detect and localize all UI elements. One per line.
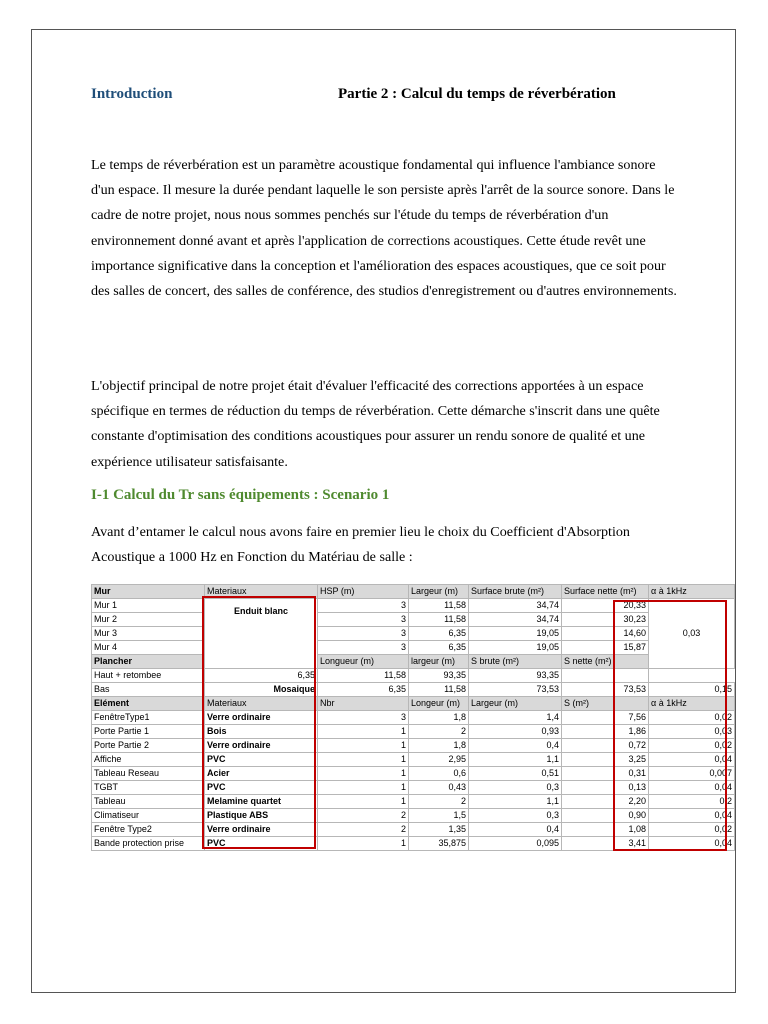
- cell-value: 1,08: [562, 823, 649, 837]
- cell-label: FenêtreType1: [92, 711, 205, 725]
- cell-material: Verre ordinaire: [205, 823, 318, 837]
- cell-alpha: 0,04: [649, 781, 735, 795]
- cell-value: 1,8: [409, 711, 469, 725]
- cell-label: Affiche: [92, 753, 205, 767]
- cell-value: 1,1: [469, 795, 562, 809]
- cell-value: 1: [318, 725, 409, 739]
- cell-value: 1,8: [409, 739, 469, 753]
- cell-alpha: 0,04: [649, 809, 735, 823]
- header-part-title: Partie 2 : Calcul du temps de réverbération: [338, 86, 616, 102]
- cell-value: 0,6: [409, 767, 469, 781]
- cell-value: 2: [318, 809, 409, 823]
- header-cell: S (m²): [562, 697, 649, 711]
- cell-material: Melamine quartet: [205, 795, 318, 809]
- header-cell: HSP (m): [318, 585, 409, 599]
- cell-label: Haut + retombee: [92, 669, 205, 683]
- header-cell: Materiaux: [205, 697, 318, 711]
- header-cell: Nbr: [318, 697, 409, 711]
- cell-value: 7,56: [562, 711, 649, 725]
- cell-value: 1: [318, 739, 409, 753]
- cell-value: 3: [318, 711, 409, 725]
- cell-material: PVC: [205, 753, 318, 767]
- cell-value: 1: [318, 837, 409, 851]
- header-cell: Longeur (m): [409, 697, 469, 711]
- cell-value: 2: [409, 725, 469, 739]
- header-cell: Surface nette (m²): [562, 585, 649, 599]
- cell-value: 0,4: [469, 823, 562, 837]
- materials-highlight-box: [202, 596, 316, 849]
- table-header-mur: [92, 585, 735, 599]
- cell-value: 0,90: [562, 809, 649, 823]
- header-cell: α à 1kHz: [649, 697, 735, 711]
- cell-value: 0,93: [469, 725, 562, 739]
- cell-value: 11,58: [409, 599, 469, 613]
- cell-alpha: 0,04: [649, 753, 735, 767]
- header-cell: Mur: [92, 585, 205, 599]
- cell-value: 3: [318, 641, 409, 655]
- cell-value: 3,41: [562, 837, 649, 851]
- cell-value: 3,25: [562, 753, 649, 767]
- cell-label: Mur 2: [92, 613, 205, 627]
- cell-material: Verre ordinaire: [205, 739, 318, 753]
- cell-value: 0,3: [469, 781, 562, 795]
- cell-value: 2,20: [562, 795, 649, 809]
- cell-label: Porte Partie 1: [92, 725, 205, 739]
- cell-material: Bois: [205, 725, 318, 739]
- cell-value: 1: [318, 795, 409, 809]
- cell-value: 93,35: [409, 669, 469, 683]
- cell-label: Mur 4: [92, 641, 205, 655]
- cell-value: 1,86: [562, 725, 649, 739]
- cell-label: TGBT: [92, 781, 205, 795]
- cell-value: 1: [318, 781, 409, 795]
- intro-paragraph: Le temps de réverbération est un paramètre acoustique fondamental qui influence l'ambiance sonore d'un espace. Il mesure la durée pendant laquelle le son persiste après l'arrêt de la source sonore. Dans le cadre de notre projet, nous nous sommes penchés sur l'étude du temps de réverbération d'un environnement donné avant et après l'application de corrections acoustiques. Cette étude revêt une importance significative dans la conception et l'amélioration des espaces acoustiques, que ce soit pour des salles de concert, des salles de conférence, des studios d'enregistrement ou d'autres environnements.: [91, 157, 677, 300]
- cell-material: Enduit blanc: [205, 599, 318, 669]
- header-cell: α à 1kHz: [649, 585, 735, 599]
- cell-alpha: 0,02: [649, 739, 735, 753]
- cell-value: 11,58: [409, 613, 469, 627]
- cell-value: 2,95: [409, 753, 469, 767]
- cell-material: Mosaique: [205, 683, 318, 697]
- cell-value: 0,4: [469, 739, 562, 753]
- cell-value: 19,05: [469, 641, 562, 655]
- header-cell: Materiaux: [205, 585, 318, 599]
- cell-label: Fenêtre Type2: [92, 823, 205, 837]
- cell-value: 1,5: [409, 809, 469, 823]
- cell-value: 1: [318, 767, 409, 781]
- cell-label: Tableau Reseau: [92, 767, 205, 781]
- cell-label: Porte Partie 2: [92, 739, 205, 753]
- cell-value: 14,60: [562, 627, 649, 641]
- header-cell: Surface brute (m²): [469, 585, 562, 599]
- cell-label: Mur 3: [92, 627, 205, 641]
- cell-value: 19,05: [469, 627, 562, 641]
- cell-value: 73,53: [562, 683, 649, 697]
- cell-value: 0,3: [469, 809, 562, 823]
- header-cell: Elément: [92, 697, 205, 711]
- cell-value: 73,53: [469, 683, 562, 697]
- cell-material: Plastique ABS: [205, 809, 318, 823]
- cell-alpha: 0,02: [649, 711, 735, 725]
- alpha-highlight-box: [613, 600, 727, 851]
- cell-value: 93,35: [469, 669, 562, 683]
- cell-value: 2: [409, 795, 469, 809]
- cell-value: 11,58: [409, 683, 469, 697]
- cell-value: 0,72: [562, 739, 649, 753]
- cell-value: 6,35: [205, 669, 318, 683]
- cell-value: 3: [318, 599, 409, 613]
- cell-value: 30,23: [562, 613, 649, 627]
- cell-value: 34,74: [469, 599, 562, 613]
- cell-value: 1,4: [469, 711, 562, 725]
- header-cell: Longueur (m): [318, 655, 409, 669]
- header-cell: Largeur (m): [469, 697, 562, 711]
- cell-value: 2: [318, 823, 409, 837]
- cell-alpha: 0,03: [649, 599, 735, 669]
- cell-material: Acier: [205, 767, 318, 781]
- objective-paragraph: L'objectif principal de notre projet était d'évaluer l'efficacité des corrections apportées à un espace spécifique en termes de réduction du temps de réverbération. Cette démarche s'inscrit dans une quête constante d'optimisation des conditions acoustiques pour assurer un rendu sonore de qualité et une expérience utilisateur satisfaisante.: [91, 378, 660, 470]
- cell-label: Tableau: [92, 795, 205, 809]
- cell-value: 6,35: [409, 627, 469, 641]
- cell-value: 35,875: [409, 837, 469, 851]
- cell-value: 3: [318, 627, 409, 641]
- coefficient-paragraph: Avant d’entamer le calcul nous avons faire en premier lieu le choix du Coefficient d'Absorption Acoustique a 1000 Hz en Fonction du Matériau de salle :: [91, 524, 630, 566]
- header-cell: S brute (m²): [469, 655, 562, 669]
- cell-label: Bas: [92, 683, 205, 697]
- cell-label: Climatiseur: [92, 809, 205, 823]
- cell-alpha: 0,15: [649, 683, 735, 697]
- cell-material: Verre ordinaire: [205, 711, 318, 725]
- cell-material: PVC: [205, 837, 318, 851]
- cell-value: 6,35: [318, 683, 409, 697]
- header-cell: Plancher: [92, 655, 205, 669]
- cell-value: 15,87: [562, 641, 649, 655]
- cell-value: 6,35: [409, 641, 469, 655]
- cell-value: 0,51: [469, 767, 562, 781]
- cell-label: Bande protection prise: [92, 837, 205, 851]
- cell-alpha: 0,02: [649, 823, 735, 837]
- header-cell: largeur (m): [409, 655, 469, 669]
- cell-label: Mur 1: [92, 599, 205, 613]
- cell-value: 0,13: [562, 781, 649, 795]
- cell-value: 1: [318, 753, 409, 767]
- cell-value: 34,74: [469, 613, 562, 627]
- cell-alpha: 0,2: [649, 795, 735, 809]
- cell-alpha: 0,007: [649, 767, 735, 781]
- header-cell: Largeur (m): [409, 585, 469, 599]
- cell-value: 1,1: [469, 753, 562, 767]
- cell-value: 11,58: [318, 669, 409, 683]
- cell-value: 20,33: [562, 599, 649, 613]
- header-cell: S nette (m²): [562, 655, 649, 669]
- section-title: I-1 Calcul du Tr sans équipements : Scenario 1: [91, 487, 390, 503]
- cell-value: 1,35: [409, 823, 469, 837]
- header-introduction: Introduction: [91, 86, 173, 102]
- cell-alpha: 0,04: [649, 837, 735, 851]
- cell-value: 0,095: [469, 837, 562, 851]
- cell-value: 3: [318, 613, 409, 627]
- cell-material: PVC: [205, 781, 318, 795]
- cell-alpha: 0,03: [649, 725, 735, 739]
- cell-value: 0,31: [562, 767, 649, 781]
- cell-value: 0,43: [409, 781, 469, 795]
